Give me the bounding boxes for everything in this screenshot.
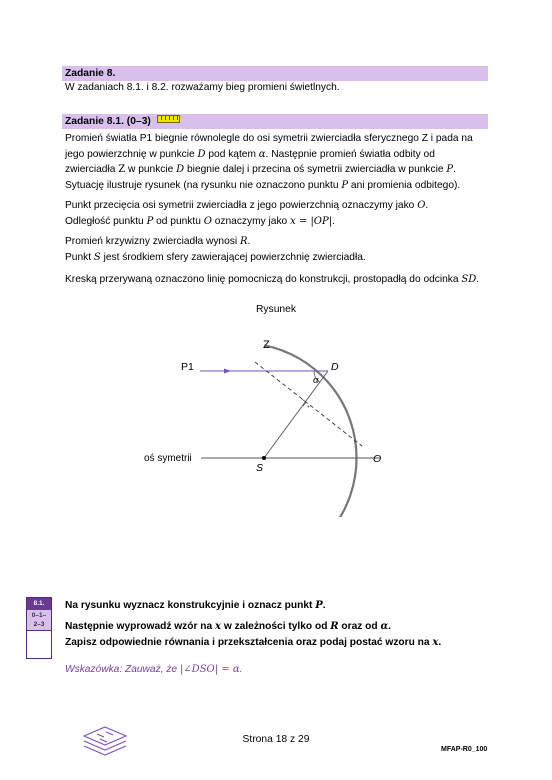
task81-paragraph-2 <box>65 198 490 229</box>
score-range-line: 0–1– <box>31 612 47 619</box>
label-o: O <box>373 453 382 465</box>
task81-paragraph-1 <box>65 131 490 193</box>
text-line: Odległość punktu P od punktu O oznaczymy jako x = |OP|. <box>65 215 335 227</box>
text-line: Następnie wyprowadź wzór na x w zależności tylko od R oraz od α. <box>65 621 391 632</box>
page-number: Strona 18 z 29 <box>242 734 310 745</box>
score-range-line: 2–3 <box>33 621 45 628</box>
helper-dashed-line <box>255 362 362 446</box>
mirror-arc <box>264 345 356 535</box>
hint: Wskazówka: Zauważ, że |∠DSO| = α. <box>65 664 243 675</box>
text-line: Promień światła P1 biegnie równolegle do osi symetrii zwierciadła sferycznego Z i pada na <box>65 133 473 144</box>
text-line: Sytuację ilustruje rysunek (na rysunku nie oznaczono punktu P ani promienia odbitego). <box>65 179 461 191</box>
label-d: D <box>331 361 339 373</box>
task8-header: Zadanie 8. <box>62 66 488 81</box>
task81-header-text: Zadanie 8.1. (0–3) <box>65 116 151 127</box>
text-line: Punkt S jest środkiem sfery zawierającej powierzchnię zwierciadła. <box>65 251 366 263</box>
task8-intro: W zadaniach 8.1. i 8.2. rozważamy bieg promieni świetlnych. <box>65 82 340 93</box>
score-range <box>27 610 51 630</box>
label-axis: oś symetrii <box>144 453 192 464</box>
document-code: MFAP-R0_100 <box>441 746 488 753</box>
task-line-1: Na rysunku wyznacz konstrukcyjnie i oznacz punkt P. <box>65 600 326 611</box>
text-line: Zapisz odpowiednie równania i przekształcenia oraz podaj postać wzoru na x. <box>65 636 442 648</box>
text-line: zwierciadła Z w punkcie D biegnie dalej i przecina oś symetrii zwierciadła w punkcie P. <box>65 164 456 175</box>
ray-arrow-icon <box>224 369 231 374</box>
figure-caption: Rysunek <box>255 304 297 315</box>
text-line: Punkt przecięcia osi symetrii zwierciadła z jego powierzchnią oznaczymy jako O. <box>65 200 429 211</box>
text-line: Kreską przerywaną oznaczono linię pomocniczą do konstrukcji, prostopadłą do odcinka SD. <box>65 274 480 285</box>
task81-header <box>62 114 488 129</box>
task81-paragraph-4 <box>65 272 490 288</box>
label-s: S <box>256 462 264 474</box>
task-line-2 <box>65 619 490 650</box>
task81-paragraph-3 <box>65 234 490 265</box>
score-box <box>26 597 52 659</box>
figure <box>0 295 552 535</box>
label-z: Z <box>263 339 270 351</box>
label-p1: P1 <box>181 361 194 373</box>
label-alpha: α <box>313 375 319 386</box>
right-angle-dot <box>308 406 310 408</box>
point-s <box>262 456 266 460</box>
ruler-icon <box>157 115 180 123</box>
score-input-cell[interactable] <box>27 630 51 658</box>
text-line: Promień krzywizny zwierciadła wynosi R. <box>65 236 251 247</box>
text-line: jego powierzchnię w punkcie D pod kątem α. Następnie promień światła odbity od <box>65 148 435 160</box>
score-number: 8.1. <box>27 598 51 610</box>
